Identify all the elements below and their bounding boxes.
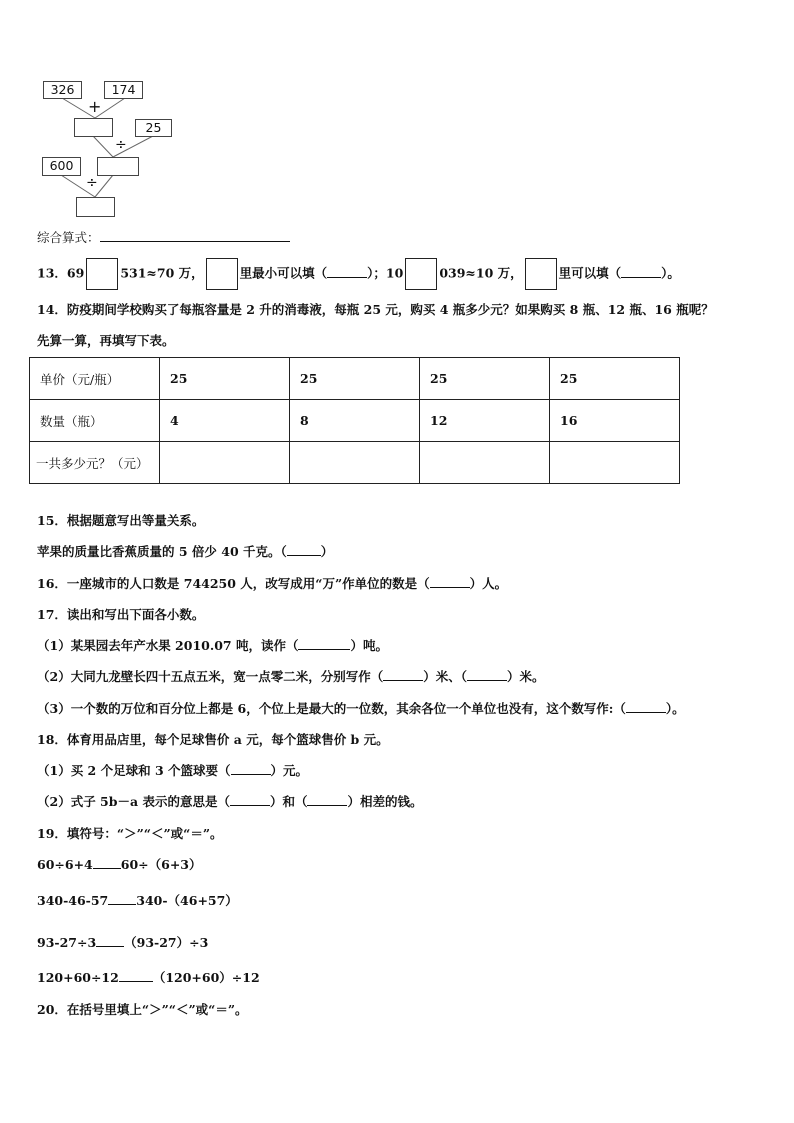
- q19-expression-1: [37, 857, 202, 873]
- table-answer-cell[interactable]: [420, 442, 550, 484]
- q19-e4-right: （120+60）÷12: [152, 970, 260, 985]
- q19-expression-2: [37, 893, 238, 909]
- q15-text: 苹果的质量比香蕉质量的 5 倍少 40 千克。（: [37, 544, 287, 559]
- question-16: [37, 576, 507, 592]
- q13-text-1: 69: [66, 265, 85, 281]
- q17-part-3: [37, 701, 685, 717]
- q13-box-4[interactable]: [525, 258, 557, 290]
- q14-question-line-1: 14．防疫期间学校购买了每瓶容量是 2 升的消毒液，每瓶 25 元，购买 4 瓶多少元？如果购买 8 瓶、12 瓶、16 瓶呢？: [37, 302, 714, 317]
- q13-text-4: ）；10: [367, 265, 404, 281]
- q19-title: 19．填符号：“＞”“＜”或“＝”。: [37, 826, 223, 841]
- diagram-number-25: 25: [135, 119, 172, 137]
- diagram-answer-box-3[interactable]: [76, 197, 115, 217]
- q17-p2-close: ）米。: [506, 669, 545, 684]
- diagram-number-174: 174: [104, 81, 143, 99]
- formula-label: 综合算式：: [37, 230, 100, 245]
- q17-p3-text: （3）一个数的万位和百分位上都是 6，个位上是最大的一位数，其余各位一个单位也没有，这个数写作:（: [37, 701, 626, 716]
- table-row: [30, 400, 680, 442]
- q17-p1-close: ）吨。: [350, 638, 388, 653]
- q17-p1-text: （1）某果园去年产水果 2010.07 吨，读作（: [37, 638, 299, 653]
- question-13: [37, 258, 680, 290]
- q18-p2-blank-2[interactable]: [307, 805, 347, 806]
- table-cell: 16: [550, 400, 680, 442]
- table-row-label: 数量（瓶）: [30, 400, 160, 442]
- diagram-answer-box-2[interactable]: [97, 157, 139, 176]
- q17-p3-blank[interactable]: [626, 712, 666, 713]
- q13-text-2: 531≈70 万，: [120, 265, 204, 281]
- q18-p2-mid: ）和（: [269, 794, 308, 809]
- q18-p1-blank[interactable]: [231, 774, 271, 775]
- q19-e3-left: 93-27÷3: [37, 935, 97, 950]
- q13-blank-1[interactable]: [327, 277, 367, 278]
- q19-e4-blank[interactable]: [119, 981, 153, 982]
- diagram-number-326: 326: [43, 81, 82, 99]
- q19-e1-left: 60÷6+4: [37, 857, 93, 872]
- q14-question-line-2: 先算一算，再填写下表。: [37, 333, 175, 348]
- table-cell: 25: [160, 358, 290, 400]
- table-row: [30, 358, 680, 400]
- q16-blank[interactable]: [430, 587, 470, 588]
- q13-box-1[interactable]: [86, 258, 118, 290]
- q20-title: 20．在括号里填上“＞”“＜”或“＝”。: [37, 1002, 248, 1017]
- table-row-label: 单价（元/瓶）: [30, 358, 160, 400]
- q13-text-5: 039≈10 万，: [439, 265, 523, 281]
- q17-title: 17．读出和写出下面各小数。: [37, 607, 205, 622]
- table-row: [30, 442, 680, 484]
- q18-p1-text: （1）买 2 个足球和 3 个篮球要（: [37, 763, 231, 778]
- price-table: [29, 357, 680, 484]
- formula-blank[interactable]: [100, 241, 290, 242]
- q19-e3-blank[interactable]: [96, 946, 124, 947]
- q18-part-2: [37, 794, 422, 810]
- table-cell: 25: [290, 358, 420, 400]
- q13-blank-2[interactable]: [621, 277, 661, 278]
- q17-part-2: [37, 669, 544, 685]
- table-cell: 25: [550, 358, 680, 400]
- table-answer-cell[interactable]: [290, 442, 420, 484]
- q19-e2-left: 340-46-57: [37, 893, 109, 908]
- q18-title: 18．体育用品店里，每个足球售价 a 元，每个篮球售价 b 元。: [37, 732, 389, 747]
- q19-e2-blank[interactable]: [108, 904, 136, 905]
- q16-close: ）人。: [469, 576, 508, 591]
- table-cell: 4: [160, 400, 290, 442]
- q17-p2-text: （2）大同九龙壁长四十五点五米，宽一点零二米，分别写作（: [37, 669, 384, 684]
- table-cell: 8: [290, 400, 420, 442]
- q18-part-1: [37, 763, 308, 779]
- q15-title: 15．根据题意写出等量关系。: [37, 513, 205, 528]
- q13-number: 13．: [37, 265, 67, 281]
- q19-e1-right: 60÷（6+3）: [120, 857, 202, 872]
- q18-p2-text: （2）式子 5b－a 表示的意思是（: [37, 794, 230, 809]
- q17-p2-blank-1[interactable]: [383, 680, 423, 681]
- q18-p2-close: ）相差的钱。: [347, 794, 423, 809]
- q19-e1-blank[interactable]: [93, 868, 121, 869]
- table-answer-cell[interactable]: [160, 442, 290, 484]
- formula-line: [37, 230, 290, 246]
- q19-e3-right: （93-27）÷3: [124, 935, 209, 950]
- q13-box-2[interactable]: [206, 258, 238, 290]
- q13-text-3: 里最小可以填（: [239, 265, 328, 281]
- diagram-plus-sign: +: [88, 97, 102, 116]
- q17-part-1: [37, 638, 388, 654]
- q19-expression-4: [37, 970, 260, 986]
- table-cell: 25: [420, 358, 550, 400]
- q15-blank[interactable]: [287, 555, 321, 556]
- diagram-answer-box-1[interactable]: [74, 118, 113, 137]
- q17-p2-blank-2[interactable]: [467, 680, 507, 681]
- q19-expression-3: [37, 935, 208, 951]
- q19-e4-left: 120+60÷12: [37, 970, 119, 985]
- q16-text: 16．一座城市的人口数是 744250 人，改写成用“万”作单位的数是（: [37, 576, 430, 591]
- q17-p2-mid: ）米、（: [423, 669, 467, 684]
- table-answer-cell[interactable]: [550, 442, 680, 484]
- table-cell: 12: [420, 400, 550, 442]
- q15-statement: [37, 544, 333, 560]
- diagram-divide-sign-1: ÷: [115, 137, 127, 153]
- q17-p1-blank[interactable]: [298, 649, 350, 650]
- q13-box-3[interactable]: [405, 258, 437, 290]
- q17-p3-close: ）。: [665, 701, 685, 716]
- table-row-label: 一共多少元？（元）: [30, 442, 160, 484]
- q18-p2-blank-1[interactable]: [230, 805, 270, 806]
- q13-text-7: ）。: [661, 265, 680, 281]
- diagram-divide-sign-2: ÷: [86, 175, 98, 191]
- diagram-number-600: 600: [42, 157, 81, 176]
- q15-close: ）: [320, 544, 334, 559]
- q19-e2-right: 340-（46+57）: [136, 893, 238, 908]
- q18-p1-close: ）元。: [270, 763, 309, 778]
- q13-text-6: 里可以填（: [558, 265, 622, 281]
